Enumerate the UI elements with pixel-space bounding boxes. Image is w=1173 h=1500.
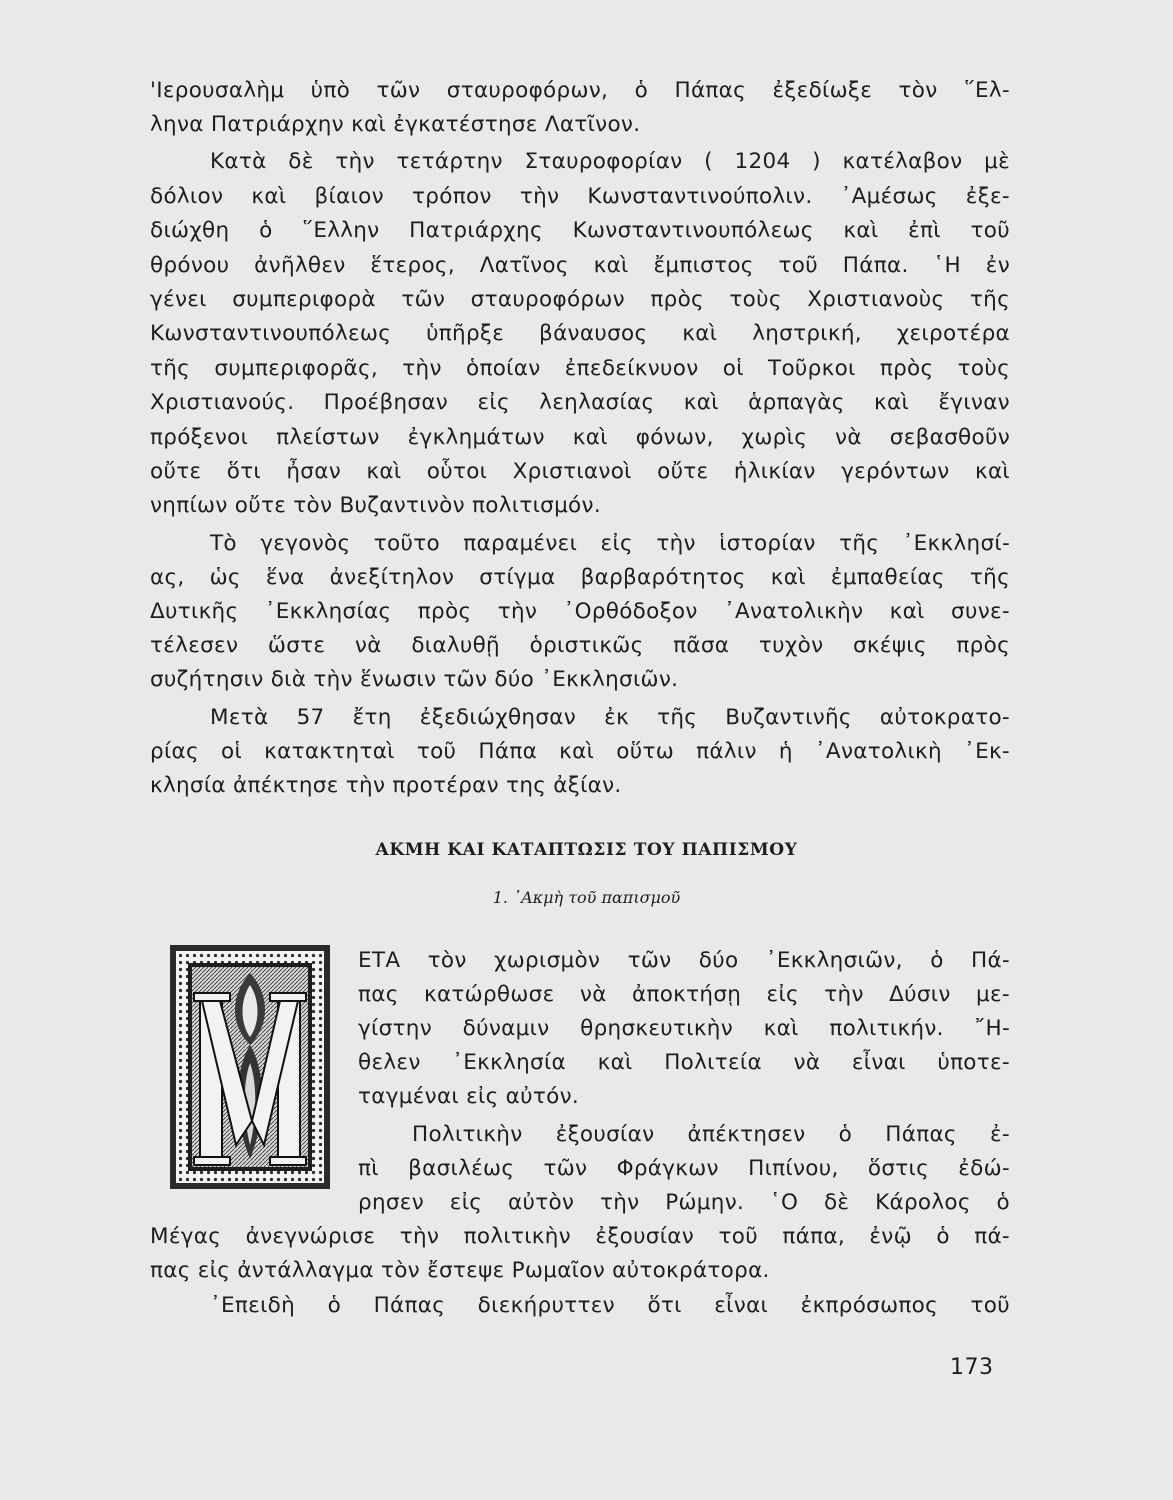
text-line: ληνα Πατριάρχην καὶ ἐγκατέστησε Λατῖνον. (150, 112, 641, 137)
text-line: θελεν ᾿Εκκλησία καὶ Πολιτεία νὰ εἶναι ὑποτε- (358, 1050, 1010, 1075)
text-line: νηπίων οὔτε τὸν Βυζαντινὸν πολιτισμόν. (150, 493, 601, 518)
text-line: Τὸ γεγονὸς τοῦτο παραμένει εἰς τὴν ἱστορίαν τῆς ᾿Εκκλησί- (210, 531, 1010, 556)
text-line: πας κατώρθωσε νὰ ἀποκτήσῃ εἰς τὴν Δύσιν με- (358, 982, 1010, 1007)
text-line: πρόξενοι πλείστων ἐγκλημάτων καὶ φόνων, χωρὶς νὰ σεβασθοῦν (150, 425, 1010, 450)
text-line: συζήτησιν διὰ τὴν ἕνωσιν τῶν δύο ᾿Εκκλησιῶν. (150, 667, 679, 692)
text-line: Κατὰ δὲ τὴν τετάρτην Σταυροφορίαν ( 1204 ) κατέλαβον μὲ (210, 149, 1010, 174)
text-line: τέλεσεν ὥστε νὰ διαλυθῇ ὁριστικῶς πᾶσα τυχὸν σκέψις πρὸς (150, 633, 1010, 658)
text-line: ας, ὡς ἕνα ἀνεξίτηλον στίγμα βαρβαρότητος καὶ ἐμπαθείας τῆς (150, 565, 1010, 590)
text-line: γίστην δύναμιν θρησκευτικὴν καὶ πολιτικήν. ῎Η- (358, 1016, 1010, 1041)
text-line: Μέγας ἀνεγνώρισε τὴν πολιτικὴν ἐξουσίαν τοῦ πάπα, ἐνῷ ὁ πά- (150, 1224, 1010, 1249)
text-line: ταγμέναι εἰς αὐτόν. (358, 1084, 580, 1109)
text-line: πὶ βασιλέως τῶν Φράγκων Πιπίνου, ὅστις ἐδώ- (358, 1156, 1010, 1181)
text-line: ρίας οἱ κατακτηταὶ τοῦ Πάπα καὶ οὕτω πάλιν ἡ ᾿Ανατολικὴ ᾿Εκ- (150, 739, 1010, 764)
text-line: τῆς συμπεριφορᾶς, τὴν ὁποίαν ἐπεδείκνυον οἱ Τοῦρκοι πρὸς τοὺς (150, 356, 1010, 381)
text-line: Χριστιανούς. Προέβησαν εἰς λεηλασίας καὶ ἁρπαγὰς καὶ ἔγιναν (150, 390, 1010, 415)
page-number: 173 (950, 1355, 994, 1380)
text-line: Κωνσταντινουπόλεως ὑπῆρξε βάναυσος καὶ ληστρική, χειροτέρα (150, 321, 1010, 346)
text-line: θρόνου ἀνῆλθεν ἕτερος, Λατῖνος καὶ ἔμπιστος τοῦ Πάπα. ῾Η ἐν (150, 253, 1010, 278)
text-line: ᾿Επειδὴ ὁ Πάπας διεκήρυττεν ὅτι εἶναι ἐκπρόσωπος τοῦ (210, 1293, 1010, 1318)
text-line: 'Ιερουσαλὴμ ὑπὸ τῶν σταυροφόρων, ὁ Πάπας ἐξεδίωξε τὸν ῞Ελ- (150, 78, 1010, 103)
text-line: ρησεν εἰς αὐτὸν τὴν Ρώμην. ῾Ο δὲ Κάρολος ὁ (358, 1190, 1010, 1215)
text-line: Μετὰ 57 ἔτη ἐξεδιώχθησαν ἐκ τῆς Βυζαντινῆς αὐτοκρατο- (210, 705, 1010, 730)
text-line: Πολιτικὴν ἐξουσίαν ἀπέκτησεν ὁ Πάπας ἐ- (412, 1122, 1010, 1147)
text-line: γένει συμπεριφορὰ τῶν σταυροφόρων πρὸς τοὺς Χριστιανοὺς τῆς (150, 287, 1010, 312)
text-line: διώχθη ὁ ῞Ελλην Πατριάρχης Κωνσταντινουπόλεως καὶ ἐπὶ τοῦ (150, 218, 1010, 243)
text-line: δόλιον καὶ βίαιον τρόπον τὴν Κωνσταντινούπολιν. ᾿Αμέσως ἐξε- (150, 184, 1010, 209)
text-line: οὔτε ὅτι ἦσαν καὶ οὗτοι Χριστιανοὶ οὔτε ἡλικίαν γερόντων καὶ (150, 459, 1010, 484)
text-line: ΕΤΑ τὸν χωρισμὸν τῶν δύο ᾿Εκκλησιῶν, ὁ Πά- (358, 948, 1010, 973)
section-heading: ΑΚΜΗ ΚΑΙ ΚΑΤΑΠΤΩΣΙΣ ΤΟΥ ΠΑΠΙΣΜΟΥ (375, 840, 798, 860)
text-line: κλησία ἀπέκτησε τὴν προτέραν της ἀξίαν. (150, 773, 622, 798)
text-line: Δυτικῆς ᾿Εκκλησίας πρὸς τὴν ᾿Ορθόδοξον ᾿Ανατολικὴν καὶ συνε- (150, 599, 1010, 624)
ornamental-drop-cap (170, 945, 330, 1189)
text-line: πας εἰς ἀντάλλαγμα τὸν ἔστεψε Ρωμαῖον αὐτοκράτορα. (150, 1258, 770, 1283)
subsection-heading: 1. ᾿Ακμὴ τοῦ παπισμοῦ (492, 888, 681, 907)
